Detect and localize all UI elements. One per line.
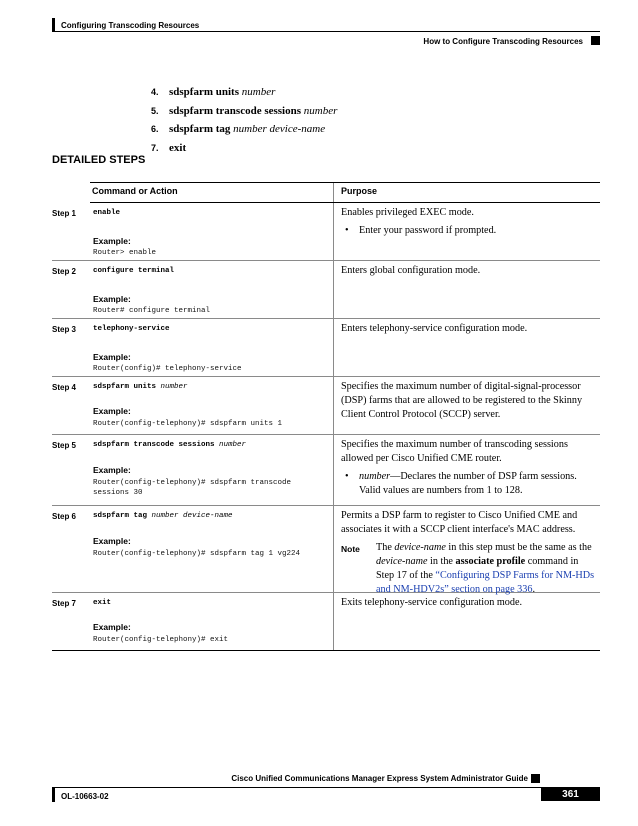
purpose-bullet — [341, 470, 599, 498]
list-item-argument: number device-name — [233, 123, 326, 135]
table-row — [52, 506, 600, 593]
header-section: How to Configure Transcoding Resources — [423, 37, 583, 46]
note-text: command in Step 17 of the — [376, 556, 579, 581]
example-label: Example: — [93, 236, 131, 246]
footer-square-marker — [531, 774, 540, 783]
purpose-cell — [341, 380, 599, 422]
note-command: associate profile — [455, 556, 526, 567]
header-chapter: Configuring Transcoding Resources — [61, 21, 200, 30]
purpose-text: Specifies the maximum number of transcoding sessions allowed per Cisco Unified CME router. — [341, 439, 568, 464]
note-text: in the — [427, 556, 456, 567]
table-row — [52, 593, 600, 651]
table-row — [52, 261, 600, 319]
note-label: Note — [341, 544, 360, 554]
footer-doc-id: OL-10663-02 — [61, 792, 109, 801]
list-item-number: 4. — [151, 87, 159, 97]
example-code: Router(config-telephony)# exit — [93, 636, 229, 644]
note-term: device-name — [394, 542, 446, 553]
purpose-bullet: • Enter your password if prompted. — [341, 224, 599, 238]
step-label: Step 3 — [52, 325, 77, 334]
example-code: Router(config-telephony)# sdspfarm units 1 — [93, 420, 283, 428]
step-label: Step 7 — [52, 599, 77, 608]
purpose-cell — [341, 264, 599, 278]
list-item-command: sdspfarm units — [169, 86, 239, 98]
list-item — [151, 139, 337, 158]
example-label: Example: — [93, 294, 131, 304]
command — [93, 441, 246, 449]
example-code: Router# configure terminal — [93, 307, 211, 315]
header-square-marker — [591, 36, 600, 45]
purpose-text: Enters global configuration mode. — [341, 265, 481, 276]
column-header-purpose: Purpose — [341, 186, 378, 196]
purpose-text: Exits telephony-service configuration mode. — [341, 597, 523, 608]
table-row — [52, 377, 600, 435]
example-code: Router(config-telephony)# sdspfarm transcode sessions 30 — [93, 479, 292, 497]
command — [93, 512, 233, 520]
list-item-command: exit — [169, 141, 187, 154]
header-left-bar — [52, 18, 55, 32]
example-label: Example: — [93, 465, 131, 475]
column-header-command: Command or Action — [92, 186, 178, 196]
purpose-text: Permits a DSP farm to register to Cisco Unified CME and associates it with a SCCP client interface's MAC address. — [341, 510, 578, 535]
list-item-command: sdspfarm tag — [169, 123, 231, 135]
command: configure terminal — [93, 267, 175, 275]
bullet-text: —Declares the number of DSP farm sessions. Valid values are numbers from 1 to 128. — [359, 471, 577, 496]
header-rule — [55, 31, 600, 32]
note-text: The — [376, 542, 395, 553]
page-number: 361 — [541, 788, 600, 801]
purpose-text: Specifies the maximum number of digital-signal-processor (DSP) farms that are allowed to be registered to the Skinny Client Control Protocol (SCCP) server. — [341, 381, 583, 420]
list-item-number: 7. — [151, 142, 159, 153]
list-item-argument: number — [241, 86, 276, 98]
step-label: Step 4 — [52, 383, 77, 392]
purpose-text: Enters telephony-service configuration mode. — [341, 323, 528, 334]
command-keyword: sdspfarm units — [93, 383, 157, 391]
list-item-number: 6. — [151, 124, 159, 134]
example-code: Router(config-telephony)# sdspfarm tag 1 vg224 — [93, 550, 301, 558]
list-item — [151, 83, 337, 102]
table-header — [90, 182, 600, 203]
purpose-cell — [341, 596, 599, 610]
cross-reference-link[interactable]: “Configuring DSP Farms for NM-HDs and NM-HDV2s” section on page 336 — [376, 570, 595, 595]
purpose-cell — [341, 509, 599, 597]
note-text: . — [532, 584, 536, 595]
example-label: Example: — [93, 536, 131, 546]
footer-left-bar — [52, 787, 55, 802]
command-keyword: sdspfarm transcode sessions — [93, 441, 215, 449]
list-item — [151, 102, 337, 121]
detailed-steps-table — [52, 182, 600, 651]
command-keyword: sdspfarm tag — [93, 512, 148, 520]
list-item — [151, 120, 337, 139]
step-label: Step 2 — [52, 267, 77, 276]
list-item-argument: number — [303, 104, 338, 117]
example-label: Example: — [93, 406, 131, 416]
note-term: device-name — [376, 556, 428, 567]
example-code: Router> enable — [93, 249, 157, 257]
purpose-cell — [341, 206, 599, 238]
command-argument: number — [160, 383, 188, 391]
table-row — [52, 435, 600, 506]
bullet-term: number — [359, 471, 391, 482]
table-row — [52, 203, 600, 261]
example-label: Example: — [93, 352, 131, 362]
command-argument: number device-name — [151, 512, 233, 520]
list-item-number: 5. — [151, 105, 159, 116]
table-row — [52, 319, 600, 377]
command: enable — [93, 209, 121, 217]
purpose-text: Enables privileged EXEC mode. — [341, 207, 474, 218]
step-label: Step 1 — [52, 209, 77, 218]
footer-guide-title: Cisco Unified Communications Manager Express System Administrator Guide — [231, 774, 528, 783]
purpose-cell — [341, 322, 599, 336]
purpose-cell — [341, 438, 599, 498]
command-argument: number — [219, 441, 247, 449]
footer-rule — [55, 787, 600, 788]
step-label: Step 6 — [52, 512, 77, 521]
example-code: Router(config)# telephony-service — [93, 365, 242, 373]
note-text: in this step must be the same as the — [445, 542, 592, 553]
example-label: Example: — [93, 622, 131, 632]
list-item-command: sdspfarm transcode sessions — [169, 104, 302, 117]
section-title: DETAILED STEPS — [52, 154, 146, 166]
command — [93, 383, 188, 391]
summary-steps-list — [151, 83, 337, 157]
command: telephony-service — [93, 325, 170, 333]
command: exit — [93, 599, 112, 607]
note-block — [341, 541, 599, 597]
step-label: Step 5 — [52, 441, 77, 450]
